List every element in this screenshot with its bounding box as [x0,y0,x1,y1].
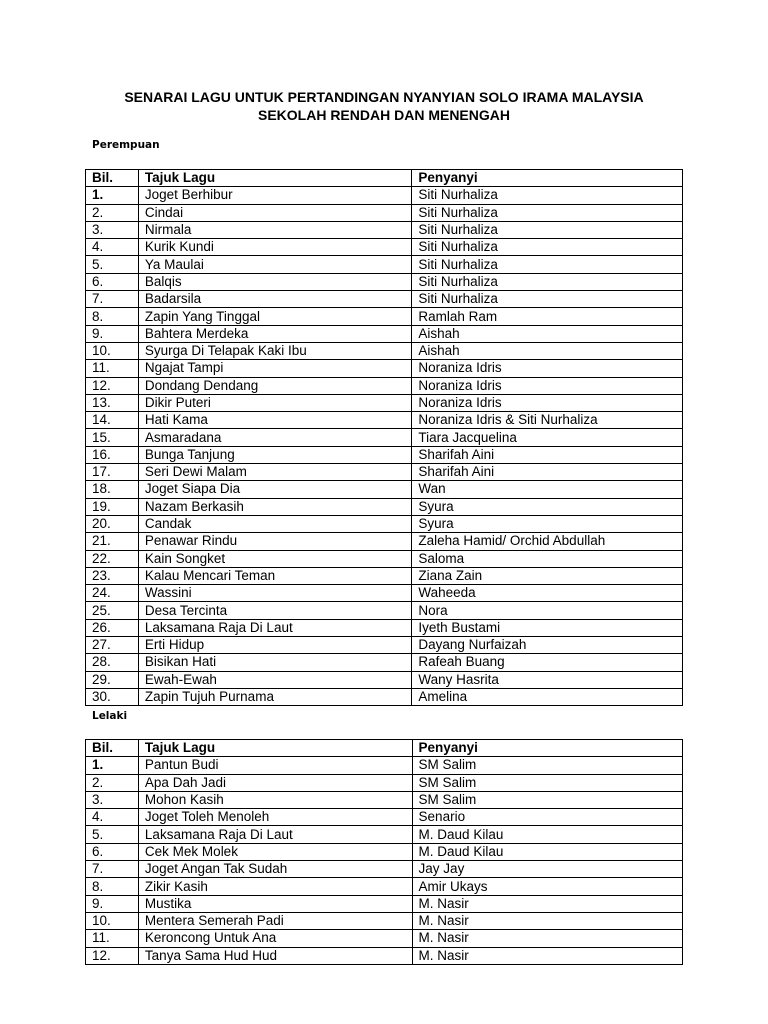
song-title: Kalau Mencari Teman [138,567,411,584]
table-row [86,688,683,705]
singer-name: Amir Ukays [412,878,682,895]
table-row [86,360,683,377]
table-row [86,464,683,481]
table-row [86,947,683,964]
song-title: Joget Angan Tak Sudah [138,861,412,878]
song-title: Kain Songket [138,550,411,567]
row-number: 8. [86,308,139,325]
table-row [86,515,683,532]
song-title: Laksamana Raja Di Laut [138,619,411,636]
row-number: 2. [86,774,139,791]
song-title: Ewah-Ewah [138,671,411,688]
row-number: 19. [86,498,139,515]
song-title: Ngajat Tampi [138,360,411,377]
singer-name: Nora [412,602,683,619]
row-number: 2. [86,204,139,221]
table-row [86,377,683,394]
song-table-perempuan [85,169,683,706]
row-number: 1. [86,757,139,774]
song-title: Bisikan Hati [138,654,411,671]
singer-name: Noraniza Idris [412,360,683,377]
singer-name: Amelina [412,688,683,705]
singer-name: M. Nasir [412,930,682,947]
table-row [86,412,683,429]
document-title [0,88,768,124]
table-row [86,498,683,515]
header-tajuk-lagu: Tajuk Lagu [138,740,412,757]
row-number: 7. [86,861,139,878]
table-row [86,187,683,204]
row-number: 9. [86,895,139,912]
table-row [86,861,683,878]
song-title: Dondang Dendang [138,377,411,394]
singer-name: Siti Nurhaliza [412,291,683,308]
singer-name: M. Nasir [412,895,682,912]
table-row [86,619,683,636]
table-row [86,342,683,359]
row-number: 7. [86,291,139,308]
singer-name: SM Salim [412,774,682,791]
song-title: Nirmala [138,221,411,238]
row-number: 13. [86,394,139,411]
row-number: 11. [86,360,139,377]
singer-name: Zaleha Hamid/ Orchid Abdullah [412,533,683,550]
song-title: Cek Mek Molek [138,843,412,860]
row-number: 11. [86,930,139,947]
table-row [86,204,683,221]
singer-name: Siti Nurhaliza [412,204,683,221]
table-row [86,843,683,860]
song-title: Zapin Yang Tinggal [138,308,411,325]
header-bil: Bil. [86,170,139,187]
row-number: 4. [86,809,139,826]
header-bil: Bil. [86,740,139,757]
row-number: 3. [86,791,139,808]
table-row [86,809,683,826]
table-row [86,895,683,912]
section-label-perempuan: Perempuan [92,139,160,151]
row-number: 27. [86,637,139,654]
table-row [86,826,683,843]
song-title: Ya Maulai [138,256,411,273]
table-row [86,671,683,688]
song-title: Syurga Di Telapak Kaki Ibu [138,342,411,359]
row-number: 16. [86,446,139,463]
song-title: Bahtera Merdeka [138,325,411,342]
table-row [86,308,683,325]
singer-name: M. Nasir [412,947,682,964]
song-title: Mohon Kasih [138,791,412,808]
row-number: 6. [86,273,139,290]
singer-name: Noraniza Idris [412,394,683,411]
header-penyanyi: Penyanyi [412,170,683,187]
table-row [86,567,683,584]
row-number: 10. [86,912,139,929]
singer-name: Senario [412,809,682,826]
singer-name: Noraniza Idris [412,377,683,394]
song-title: Penawar Rindu [138,533,411,550]
singer-name: Tiara Jacquelina [412,429,683,446]
table-row [86,550,683,567]
row-number: 24. [86,585,139,602]
singer-name: Ziana Zain [412,567,683,584]
song-title: Keroncong Untuk Ana [138,930,412,947]
singer-name: Sharifah Aini [412,446,683,463]
table-row [86,774,683,791]
song-title: Asmaradana [138,429,411,446]
title-line-2: SEKOLAH RENDAH DAN MENENGAH [257,107,510,123]
row-number: 26. [86,619,139,636]
row-number: 30. [86,688,139,705]
row-number: 12. [86,377,139,394]
song-title: Desa Tercinta [138,602,411,619]
table-row [86,791,683,808]
song-title: Dikir Puteri [138,394,411,411]
singer-name: Saloma [412,550,683,567]
singer-name: Waheeda [412,585,683,602]
row-number: 14. [86,412,139,429]
row-number: 28. [86,654,139,671]
row-number: 4. [86,239,139,256]
song-title: Joget Toleh Menoleh [138,809,412,826]
table-row [86,291,683,308]
table-row [86,273,683,290]
table-row [86,757,683,774]
song-title: Apa Dah Jadi [138,774,412,791]
row-number: 6. [86,843,139,860]
singer-name: Ramlah Ram [412,308,683,325]
singer-name: Aishah [412,342,683,359]
table-row [86,394,683,411]
singer-name: M. Daud Kilau [412,826,682,843]
row-number: 22. [86,550,139,567]
song-title: Mentera Semerah Padi [138,912,412,929]
row-number: 15. [86,429,139,446]
table-row [86,930,683,947]
song-title: Kurik Kundi [138,239,411,256]
song-title: Joget Berhibur [138,187,411,204]
row-number: 21. [86,533,139,550]
table-row [86,533,683,550]
song-title: Seri Dewi Malam [138,464,411,481]
table-row [86,239,683,256]
song-title: Laksamana Raja Di Laut [138,826,412,843]
song-title: Balqis [138,273,411,290]
singer-name: Iyeth Bustami [412,619,683,636]
title-line-1: SENARAI LAGU UNTUK PERTANDINGAN NYANYIAN SOLO IRAMA MALAYSIA [124,89,644,105]
singer-name: Siti Nurhaliza [412,187,683,204]
song-table-lelaki [85,739,683,965]
table-header-row [86,740,683,757]
song-title: Zikir Kasih [138,878,412,895]
row-number: 17. [86,464,139,481]
song-title: Erti Hidup [138,637,411,654]
singer-name: SM Salim [412,791,682,808]
row-number: 12. [86,947,139,964]
section-label-lelaki: Lelaki [92,710,128,722]
table-row [86,602,683,619]
singer-name: Aishah [412,325,683,342]
singer-name: Siti Nurhaliza [412,273,683,290]
table-row [86,325,683,342]
row-number: 8. [86,878,139,895]
song-title: Bunga Tanjung [138,446,411,463]
singer-name: Siti Nurhaliza [412,239,683,256]
row-number: 29. [86,671,139,688]
table-row [86,654,683,671]
table-row [86,256,683,273]
singer-name: Syura [412,515,683,532]
song-title: Tanya Sama Hud Hud [138,947,412,964]
song-title: Wassini [138,585,411,602]
singer-name: Sharifah Aini [412,464,683,481]
singer-name: Jay Jay [412,861,682,878]
row-number: 3. [86,221,139,238]
table-row [86,878,683,895]
song-title: Pantun Budi [138,757,412,774]
table-row [86,637,683,654]
singer-name: Wan [412,481,683,498]
header-penyanyi: Penyanyi [412,740,682,757]
song-title: Mustika [138,895,412,912]
table-row [86,221,683,238]
row-number: 25. [86,602,139,619]
row-number: 20. [86,515,139,532]
table-row [86,912,683,929]
singer-name: SM Salim [412,757,682,774]
row-number: 23. [86,567,139,584]
singer-name: M. Daud Kilau [412,843,682,860]
singer-name: Siti Nurhaliza [412,221,683,238]
singer-name: Dayang Nurfaizah [412,637,683,654]
row-number: 18. [86,481,139,498]
row-number: 10. [86,342,139,359]
singer-name: Syura [412,498,683,515]
table-header-row [86,170,683,187]
song-title: Badarsila [138,291,411,308]
singer-name: Rafeah Buang [412,654,683,671]
header-tajuk-lagu: Tajuk Lagu [138,170,411,187]
singer-name: Wany Hasrita [412,671,683,688]
song-title: Zapin Tujuh Purnama [138,688,411,705]
song-title: Nazam Berkasih [138,498,411,515]
song-title: Hati Kama [138,412,411,429]
row-number: 5. [86,826,139,843]
table-row [86,446,683,463]
song-title: Joget Siapa Dia [138,481,411,498]
singer-name: M. Nasir [412,912,682,929]
row-number: 1. [86,187,139,204]
singer-name: Siti Nurhaliza [412,256,683,273]
row-number: 9. [86,325,139,342]
table-row [86,429,683,446]
table-row [86,481,683,498]
row-number: 5. [86,256,139,273]
song-title: Candak [138,515,411,532]
table-row [86,585,683,602]
song-title: Cindai [138,204,411,221]
singer-name: Noraniza Idris & Siti Nurhaliza [412,412,683,429]
